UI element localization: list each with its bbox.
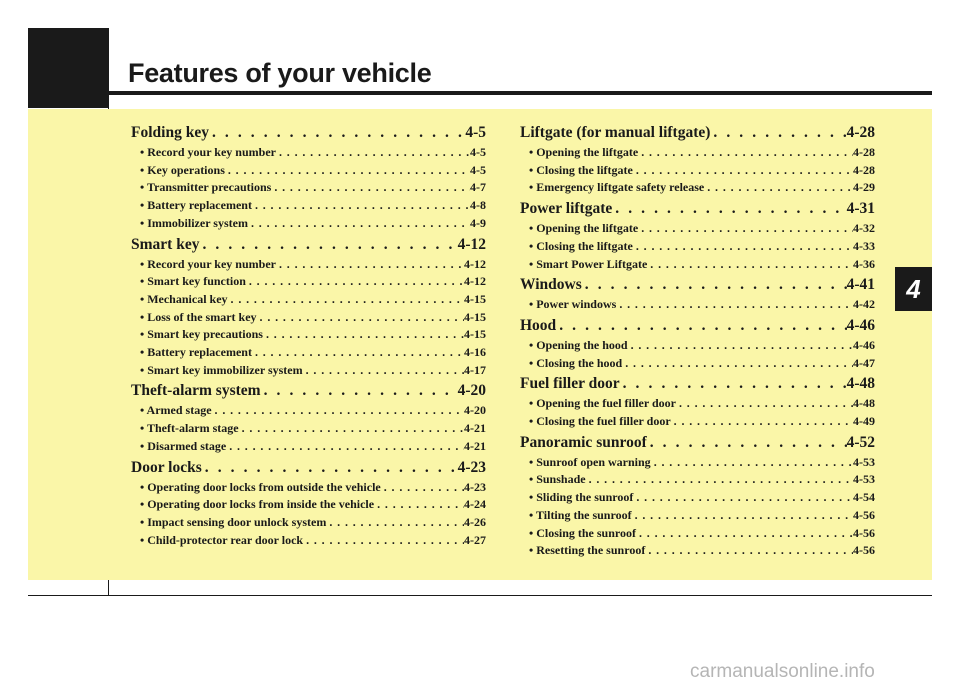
toc-entry-label: • Smart Power Liftgate: [529, 256, 648, 271]
toc-entry-page: 4-33: [853, 238, 875, 253]
toc-entry-label: • Impact sensing door unlock system: [140, 514, 327, 529]
toc-subsection-entry[interactable]: [520, 238, 875, 256]
toc-leader-dots: [647, 256, 853, 274]
toc-entry-label: • Mechanical key: [140, 291, 228, 306]
toc-leader-dots: [645, 542, 853, 560]
bottom-rule: [28, 595, 932, 596]
toc-entry-page: 4-53: [853, 454, 875, 469]
toc-entry-label: • Record your key number: [140, 145, 276, 159]
toc-entry-page: 4-5: [470, 145, 486, 159]
toc-leader-dots: [209, 121, 465, 144]
toc-leader-dots: [647, 431, 847, 454]
toc-subsection-entry[interactable]: [520, 355, 875, 373]
toc-subsection-entry[interactable]: [520, 471, 875, 489]
toc-leader-dots: [263, 326, 464, 344]
toc-leader-dots: [582, 273, 847, 296]
toc-entry-label: Panoramic sunroof: [520, 433, 647, 451]
toc-leader-dots: [228, 291, 464, 309]
toc-leader-dots: [276, 256, 464, 274]
toc-entry-label: • Disarmed stage: [140, 438, 227, 453]
watermark: carmanualsonline.info: [690, 661, 875, 682]
toc-leader-dots: [303, 362, 464, 380]
toc-entry-label: • Transmitter precautions: [140, 180, 272, 195]
toc-entry-page: 4-32: [853, 221, 875, 236]
toc-entry-label: • Closing the fuel filler door: [529, 414, 671, 429]
toc-entry-page: 4-56: [853, 543, 875, 558]
toc-subsection-entry[interactable]: [520, 162, 875, 180]
toc-subsection-entry[interactable]: [131, 326, 486, 344]
toc-entry-page: 4-12: [457, 235, 486, 253]
toc-leader-dots: [248, 215, 470, 233]
toc-entry-label: • Closing the liftgate: [529, 238, 633, 253]
toc-entry-label: • Sliding the sunroof: [529, 490, 634, 505]
toc-leader-dots: [212, 402, 464, 420]
toc-subsection-entry[interactable]: [520, 179, 875, 197]
toc-entry-page: 4-5: [470, 162, 486, 177]
toc-entry-page: 4-16: [464, 345, 486, 360]
toc-leader-dots: [628, 337, 853, 355]
toc-leader-dots: [633, 162, 853, 180]
toc-entry-page: 4-21: [464, 421, 486, 436]
toc-leader-dots: [226, 438, 464, 456]
toc-subsection-entry[interactable]: [131, 256, 486, 274]
chapter-tab[interactable]: 4: [895, 267, 932, 311]
toc-leader-dots: [633, 238, 853, 256]
toc-entry-label: • Operating door locks from outside the vehicle: [140, 479, 381, 494]
toc-entry-page: 4-21: [464, 438, 486, 453]
toc-entry-label: • Power windows: [529, 297, 617, 312]
toc-entry-label: • Operating door locks from inside the vehicle: [140, 497, 375, 512]
toc-entry-label: • Smart key precautions: [140, 327, 263, 342]
toc-entry-label: • Immobilizer system: [140, 215, 248, 230]
toc-entry-page: 4-28: [853, 145, 875, 159]
toc-leader-dots: [586, 471, 853, 489]
toc-entry-label: • Loss of the smart key: [140, 309, 257, 324]
toc-leader-dots: [671, 413, 853, 431]
toc-entry-label: • Closing the sunroof: [529, 525, 636, 540]
toc-subsection-entry[interactable]: [520, 413, 875, 431]
toc-subsection-entry[interactable]: [520, 507, 875, 525]
toc-entry-label: • Sunshade: [529, 472, 586, 487]
toc-subsection-entry[interactable]: [131, 532, 486, 550]
toc-entry-page: 4-26: [464, 514, 486, 529]
toc-entry-page: 4-15: [464, 309, 486, 324]
toc-section-entry[interactable]: [520, 314, 875, 337]
toc-leader-dots: [271, 179, 470, 197]
toc-leader-dots: [225, 162, 470, 180]
toc-entry-page: 4-23: [464, 479, 486, 494]
toc-entry-label: Liftgate (for manual liftgate): [520, 124, 711, 141]
toc-leader-dots: [252, 344, 464, 362]
toc-entry-page: 4-53: [853, 472, 875, 487]
toc-entry-page: 4-52: [846, 433, 875, 451]
toc-subsection-entry[interactable]: [520, 256, 875, 274]
toc-subsection-entry[interactable]: [131, 179, 486, 197]
toc-leader-dots: [710, 121, 846, 144]
toc-section-entry[interactable]: [131, 233, 486, 256]
toc-entry-page: 4-24: [464, 497, 486, 512]
toc-leader-dots: [303, 532, 464, 550]
toc-subsection-entry[interactable]: [131, 144, 486, 162]
toc-entry-page: 4-9: [470, 215, 486, 230]
toc-section-entry[interactable]: [520, 273, 875, 296]
toc-entry-page: 4-12: [464, 274, 486, 289]
toc-entry-label: Windows: [520, 276, 582, 294]
toc-leader-dots: [638, 144, 853, 162]
toc-entry-label: • Opening the hood: [529, 337, 628, 352]
toc-leader-dots: [252, 197, 470, 215]
toc-subsection-entry[interactable]: [520, 337, 875, 355]
toc-leader-dots: [276, 144, 470, 162]
toc-subsection-entry[interactable]: [131, 197, 486, 215]
toc-leader-dots: [202, 456, 458, 479]
toc-leader-dots: [704, 179, 853, 197]
toc-entry-label: • Closing the liftgate: [529, 162, 633, 177]
page-title: Features of your vehicle: [128, 58, 432, 88]
toc-entry-label: Theft-alarm system: [131, 382, 261, 400]
toc-subsection-entry[interactable]: [520, 395, 875, 413]
toc-subsection-entry[interactable]: [131, 309, 486, 327]
toc-entry-page: 4-54: [853, 490, 875, 505]
toc-subsection-entry[interactable]: [131, 479, 486, 497]
toc-section-entry[interactable]: [520, 197, 875, 220]
toc-entry-label: Door locks: [131, 458, 202, 476]
toc-section-entry[interactable]: [520, 431, 875, 454]
toc-subsection-entry[interactable]: [131, 215, 486, 233]
toc-subsection-entry[interactable]: [520, 220, 875, 238]
toc-section-entry[interactable]: [520, 121, 875, 144]
toc-leader-dots: [638, 220, 853, 238]
toc-leader-dots: [632, 507, 853, 525]
toc-section-entry[interactable]: [131, 379, 486, 402]
toc-entry-page: 4-56: [853, 525, 875, 540]
toc-leader-dots: [326, 514, 464, 532]
toc-subsection-entry[interactable]: [520, 296, 875, 314]
toc-entry-page: 4-41: [846, 276, 875, 294]
toc-entry-label: • Opening the liftgate: [529, 145, 639, 159]
toc-entry-page: 4-31: [846, 200, 875, 218]
toc-column-left: [131, 121, 486, 549]
toc-subsection-entry[interactable]: [131, 420, 486, 438]
toc-section-entry[interactable]: [131, 456, 486, 479]
toc-leader-dots: [620, 372, 847, 395]
toc-entry-page: 4-56: [853, 507, 875, 522]
toc-entry-label: • Tilting the sunroof: [529, 507, 632, 522]
toc-subsection-entry[interactable]: [520, 144, 875, 162]
toc-entry-page: 4-17: [464, 362, 486, 377]
toc-subsection-entry[interactable]: [131, 514, 486, 532]
toc-leader-dots: [257, 309, 464, 327]
toc-entry-label: • Resetting the sunroof: [529, 543, 646, 558]
toc-entry-page: 4-28: [853, 162, 875, 177]
toc-entry-page: 4-29: [853, 180, 875, 195]
toc-entry-page: 4-48: [846, 375, 875, 393]
toc-subsection-entry[interactable]: [520, 525, 875, 543]
toc-leader-dots: [246, 273, 464, 291]
toc-entry-page: 4-46: [846, 316, 875, 334]
toc-leader-dots: [381, 479, 464, 497]
toc-subsection-entry[interactable]: [131, 344, 486, 362]
toc-leader-dots: [556, 314, 846, 337]
toc-entry-label: Power liftgate: [520, 200, 613, 218]
toc-subsection-entry[interactable]: [131, 496, 486, 514]
toc-subsection-entry[interactable]: [520, 489, 875, 507]
toc-entry-label: • Closing the hood: [529, 355, 623, 370]
toc-leader-dots: [374, 496, 464, 514]
toc-entry-page: 4-49: [853, 414, 875, 429]
toc-entry-label: • Sunroof open warning: [529, 454, 651, 469]
toc-subsection-entry[interactable]: [520, 454, 875, 472]
toc-subsection-entry[interactable]: [131, 273, 486, 291]
toc-entry-page: 4-23: [457, 458, 486, 476]
toc-subsection-entry[interactable]: [520, 542, 875, 560]
toc-entry-label: • Opening the fuel filler door: [529, 396, 676, 411]
toc-entry-label: • Armed stage: [140, 403, 212, 418]
toc-entry-page: 4-7: [470, 180, 486, 195]
toc-leader-dots: [633, 489, 853, 507]
toc-entry-page: 4-28: [846, 124, 875, 141]
toc-entry-page: 4-36: [853, 256, 875, 271]
toc-entry-page: 4-42: [853, 297, 875, 312]
toc-column-right: [520, 121, 875, 560]
toc-leader-dots: [622, 355, 853, 373]
toc-entry-label: Smart key: [131, 235, 200, 253]
toc-entry-label: • Record your key number: [140, 256, 276, 271]
toc-entry-label: • Key operations: [140, 162, 225, 177]
toc-subsection-entry[interactable]: [131, 438, 486, 456]
toc-section-entry[interactable]: [131, 121, 486, 144]
toc-entry-page: 4-12: [464, 256, 486, 271]
toc-entry-page: 4-20: [457, 382, 486, 400]
toc-entry-page: 4-47: [853, 355, 875, 370]
toc-leader-dots: [261, 379, 458, 402]
toc-entry-label: • Battery replacement: [140, 198, 252, 213]
toc-entry-page: 4-15: [464, 327, 486, 342]
toc-entry-label: • Battery replacement: [140, 345, 252, 360]
toc-entry-label: • Smart key function: [140, 274, 246, 289]
toc-section-entry[interactable]: [520, 372, 875, 395]
toc-entry-page: 4-5: [465, 124, 486, 141]
toc-leader-dots: [651, 454, 853, 472]
toc-subsection-entry[interactable]: [131, 362, 486, 380]
toc-leader-dots: [199, 233, 457, 256]
corner-block: [28, 28, 109, 108]
toc-leader-dots: [616, 296, 853, 314]
toc-subsection-entry[interactable]: [131, 402, 486, 420]
toc-leader-dots: [239, 420, 464, 438]
toc-entry-label: Folding key: [131, 124, 209, 141]
toc-leader-dots: [612, 197, 846, 220]
toc-entry-page: 4-15: [464, 291, 486, 306]
toc-leader-dots: [636, 525, 853, 543]
toc-subsection-entry[interactable]: [131, 291, 486, 309]
toc-entry-page: 4-46: [853, 337, 875, 352]
toc-entry-label: Fuel filler door: [520, 375, 620, 393]
toc-entry-label: • Opening the liftgate: [529, 221, 639, 236]
toc-leader-dots: [676, 395, 853, 413]
toc-entry-page: 4-48: [853, 396, 875, 411]
toc-entry-label: • Smart key immobilizer system: [140, 362, 303, 377]
toc-entry-label: • Child-protector rear door lock: [140, 532, 304, 547]
toc-entry-page: 4-27: [464, 532, 486, 547]
toc-entry-label: Hood: [520, 316, 557, 334]
toc-entry-page: 4-8: [470, 198, 486, 213]
toc-entry-page: 4-20: [464, 403, 486, 418]
toc-subsection-entry[interactable]: [131, 162, 486, 180]
title-underline: [109, 91, 932, 95]
toc-entry-label: • Emergency liftgate safety release: [529, 180, 705, 195]
toc-entry-label: • Theft-alarm stage: [140, 421, 239, 436]
